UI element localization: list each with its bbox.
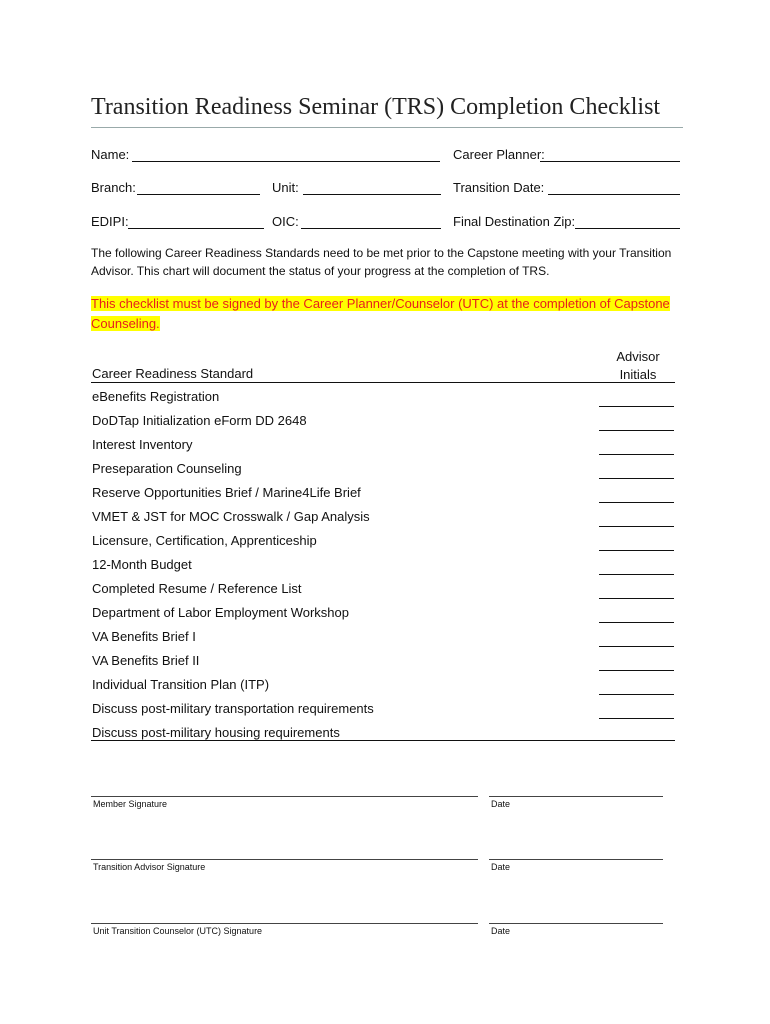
counselor-date-line[interactable]	[489, 923, 663, 924]
advisor-initials-field[interactable]	[599, 430, 674, 431]
advisor-date-label: Date	[491, 862, 511, 872]
career-planner-input[interactable]	[540, 161, 680, 162]
table-end-divider	[91, 740, 675, 741]
checklist-item-label: Discuss post-military transportation requirements	[92, 701, 374, 716]
checklist-item-label: Individual Transition Plan (ITP)	[92, 677, 270, 692]
advisor-header-line-2: Initials	[619, 367, 657, 382]
advisor-initials-field[interactable]	[599, 478, 674, 479]
member-signature-line[interactable]	[91, 796, 478, 797]
advisor-signature-label: Transition Advisor Signature	[93, 862, 206, 872]
checklist-item-label: VA Benefits Brief II	[92, 653, 200, 668]
final-destination-zip-input[interactable]	[575, 228, 680, 229]
branch-label: Branch:	[91, 180, 136, 195]
advisor-initials-field[interactable]	[599, 526, 674, 527]
advisor-initials-field[interactable]	[599, 454, 674, 455]
title-divider	[91, 127, 683, 128]
intro-line-1: The following Career Readiness Standards need to be met prior to the Capstone meeting with your Transition	[91, 246, 672, 260]
counselor-date-label: Date	[491, 926, 511, 936]
oic-label: OIC:	[272, 214, 299, 229]
checklist-item-label: 12-Month Budget	[92, 557, 192, 572]
edipi-input[interactable]	[128, 228, 264, 229]
checklist-item-label: DoDTap Initialization eForm DD 2648	[92, 413, 307, 428]
advisor-initials-field[interactable]	[599, 502, 674, 503]
page-title: Transition Readiness Seminar (TRS) Completion Checklist	[91, 94, 661, 120]
advisor-initials-field[interactable]	[599, 670, 674, 671]
unit-input[interactable]	[303, 194, 441, 195]
checklist-item-label: Completed Resume / Reference List	[92, 581, 302, 596]
checklist-item-label: Preseparation Counseling	[92, 461, 242, 476]
edipi-label: EDIPI:	[91, 214, 129, 229]
checklist-item-label: VA Benefits Brief I	[92, 629, 196, 644]
checklist-item-label: Licensure, Certification, Apprenticeship	[92, 533, 317, 548]
member-signature-label: Member Signature	[93, 799, 168, 809]
intro-line-2: Advisor. This chart will document the status of your progress at the completion of TRS.	[91, 264, 550, 278]
intro-paragraph	[91, 244, 681, 280]
checklist-item-label: Interest Inventory	[92, 437, 193, 452]
name-label: Name:	[91, 147, 130, 162]
checklist-item-label: Discuss post-military housing requirements	[92, 725, 340, 740]
table-header-advisor	[602, 348, 674, 384]
name-input[interactable]	[132, 161, 440, 162]
advisor-initials-field[interactable]	[599, 718, 674, 719]
oic-input[interactable]	[301, 228, 441, 229]
advisor-date-line[interactable]	[489, 859, 663, 860]
advisor-initials-field[interactable]	[599, 622, 674, 623]
career-planner-label: Career Planner:	[453, 147, 545, 162]
counselor-signature-line[interactable]	[91, 923, 478, 924]
transition-date-input[interactable]	[548, 194, 680, 195]
unit-label: Unit:	[272, 180, 299, 195]
branch-input[interactable]	[137, 194, 260, 195]
member-date-label: Date	[491, 799, 511, 809]
transition-date-label: Transition Date:	[453, 180, 545, 195]
signature-notice	[91, 294, 683, 334]
advisor-initials-field[interactable]	[599, 574, 674, 575]
member-date-line[interactable]	[489, 796, 663, 797]
checklist-item-label: Department of Labor Employment Workshop	[92, 605, 349, 620]
counselor-signature-label: Unit Transition Counselor (UTC) Signature	[93, 926, 263, 936]
table-header-divider	[91, 382, 675, 383]
advisor-initials-field[interactable]	[599, 694, 674, 695]
advisor-signature-line[interactable]	[91, 859, 478, 860]
advisor-initials-field[interactable]	[599, 550, 674, 551]
advisor-header-line-1: Advisor	[616, 349, 660, 364]
advisor-initials-field[interactable]	[599, 646, 674, 647]
final-destination-zip-label: Final Destination Zip:	[453, 214, 576, 229]
notice-line-1: This checklist must be signed by the Career Planner/Counselor (UTC) at the completion of Capstone	[91, 296, 670, 311]
advisor-initials-field[interactable]	[599, 598, 674, 599]
notice-line-2: Counseling.	[91, 316, 160, 331]
advisor-initials-field[interactable]	[599, 406, 674, 407]
checklist-item-label: VMET & JST for MOC Crosswalk / Gap Analysis	[92, 509, 370, 524]
checklist-item-label: eBenefits Registration	[92, 389, 220, 404]
table-header-standard: Career Readiness Standard	[92, 366, 254, 381]
checklist-item-label: Reserve Opportunities Brief / Marine4Life Brief	[92, 485, 361, 500]
